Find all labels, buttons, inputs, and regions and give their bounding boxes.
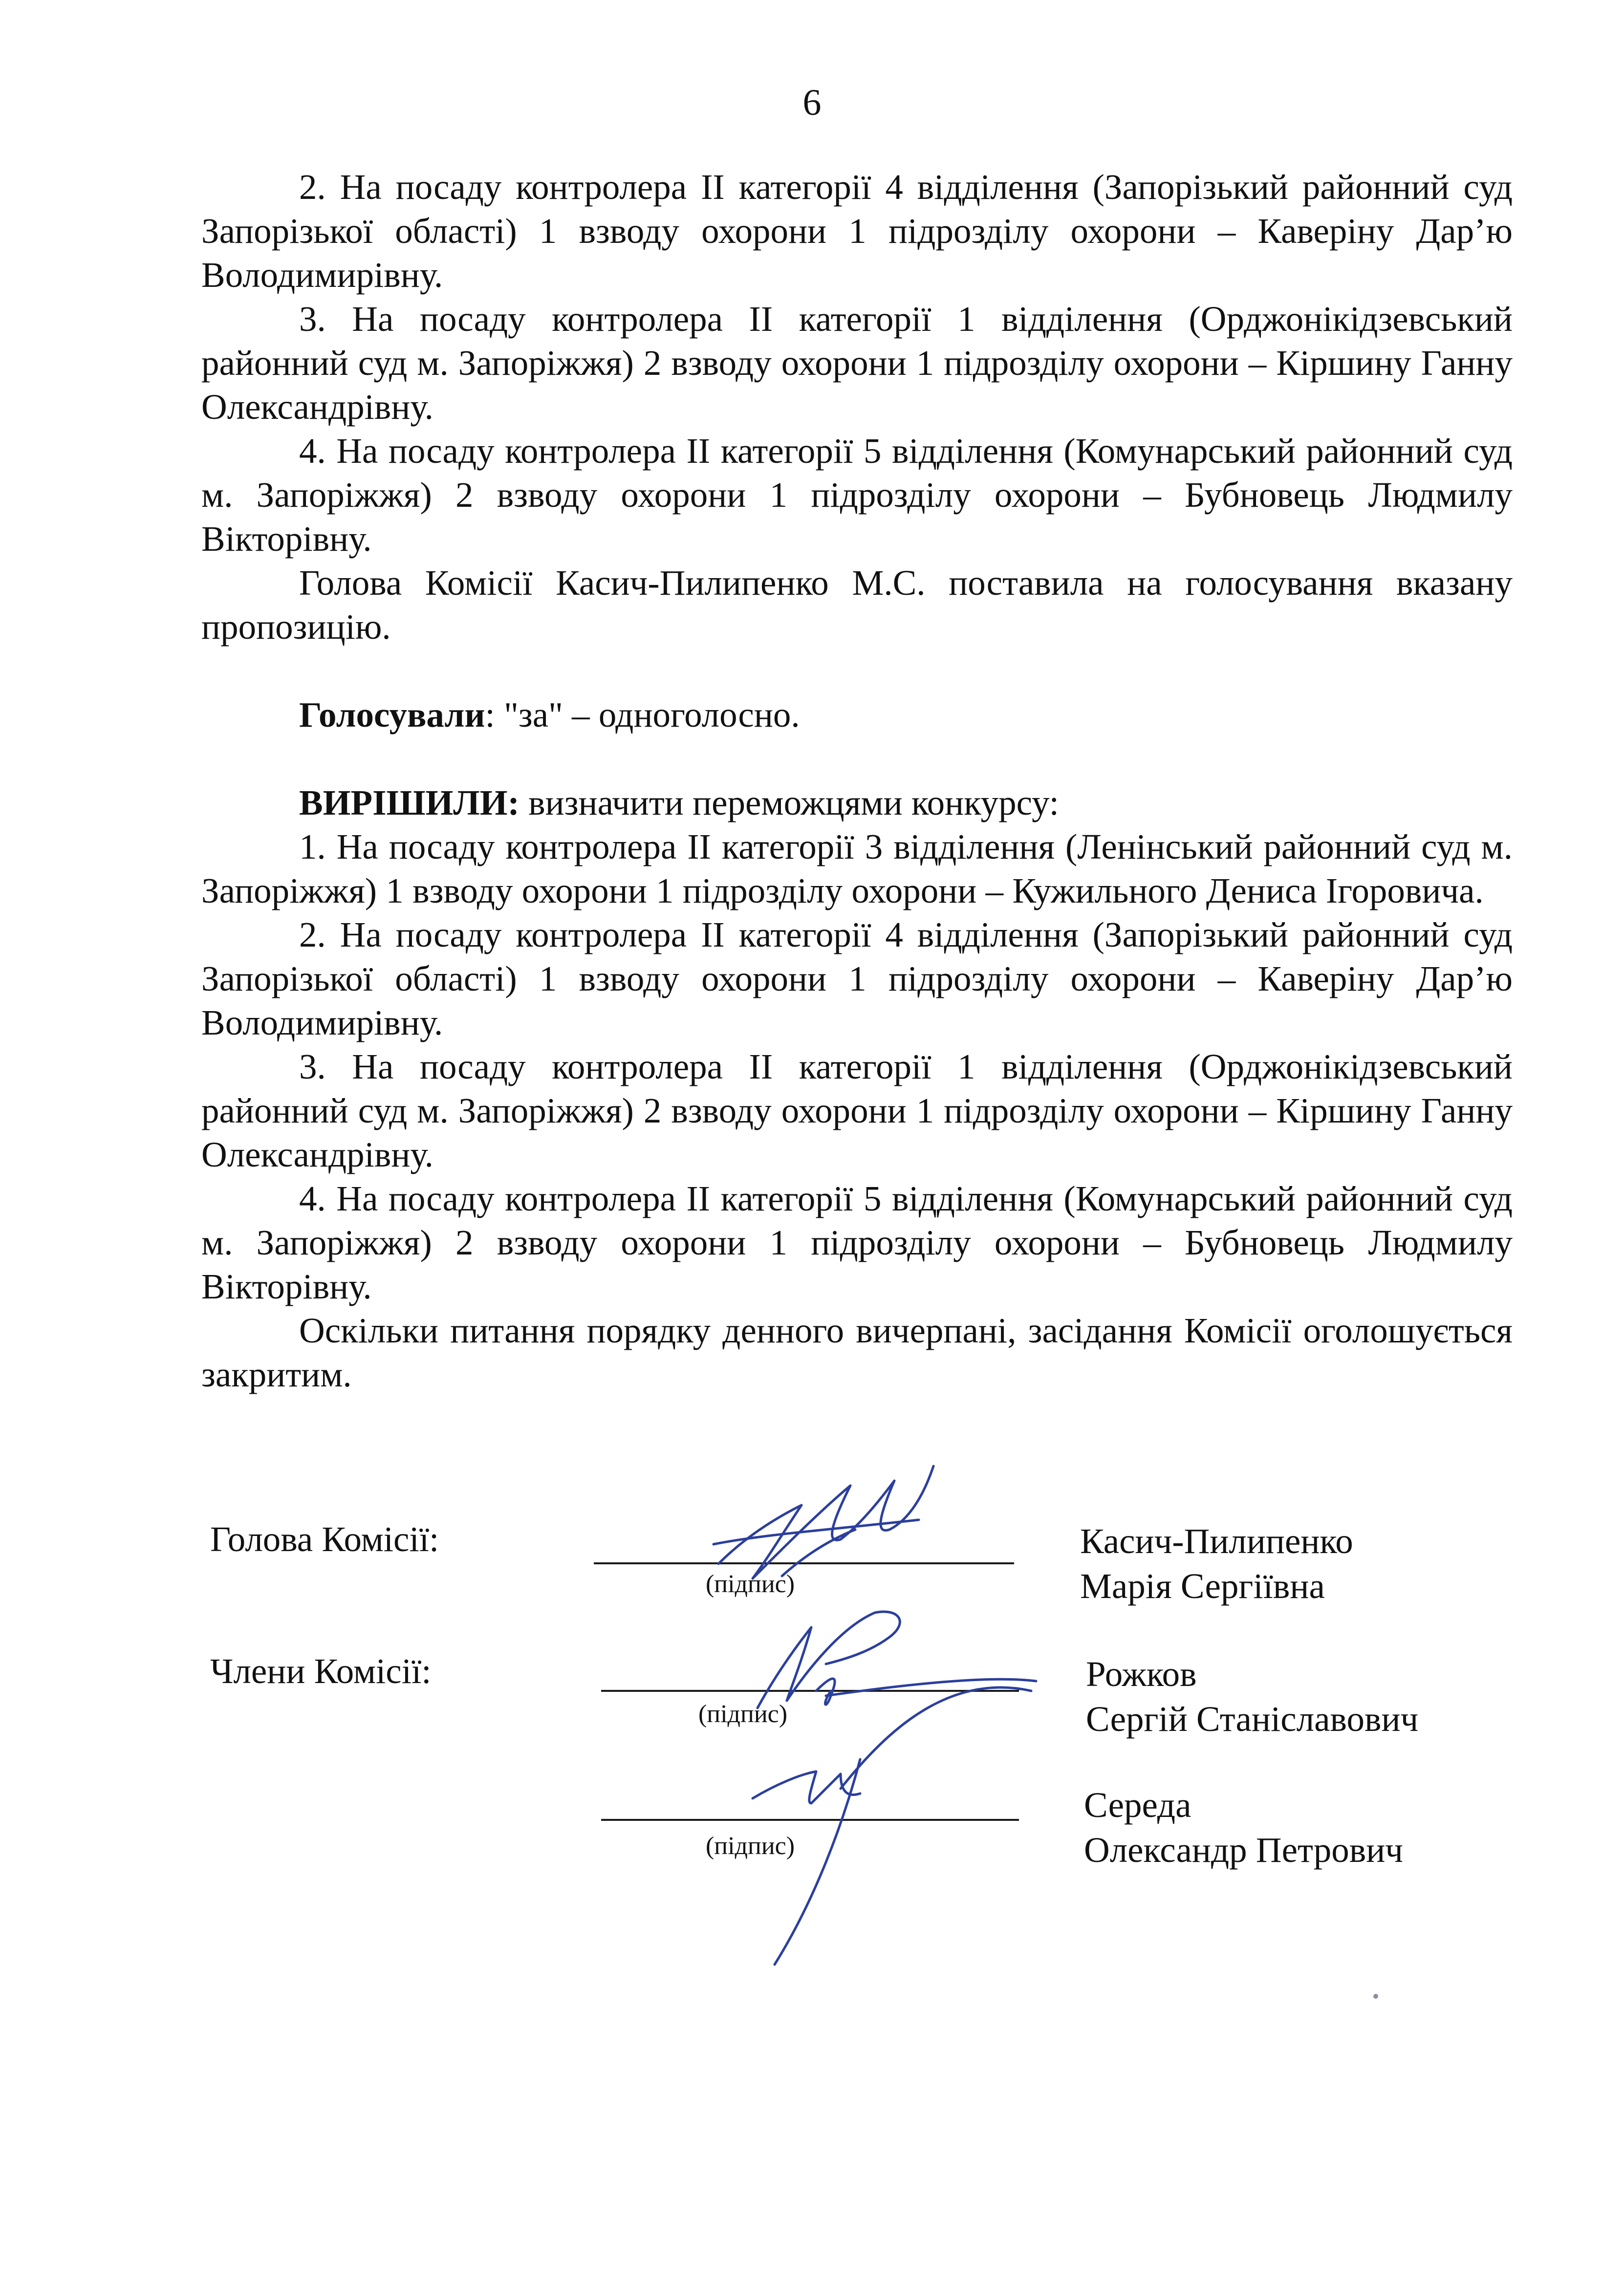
members-label: Члени Комісії: bbox=[210, 1651, 432, 1691]
paragraph: 3. На посаду контролера ІІ категорії 1 відділення (Орджонікідзевський районний суд м. Запоріжжя) 2 взводу охорони 1 підрозділу охорони – Кіршину Ганну Олександрівну. bbox=[201, 1047, 1513, 1174]
chair-label: Голова Комісії: bbox=[210, 1519, 439, 1559]
chair-given-names: Марія Сергіївна bbox=[1080, 1566, 1325, 1606]
signature-caption: (підпис) bbox=[705, 1570, 795, 1598]
member1-signature bbox=[758, 1612, 1036, 1708]
vote-label: Голосували bbox=[299, 695, 485, 735]
member2-given-names: Олександр Петрович bbox=[1084, 1830, 1404, 1870]
paragraph: 4. На посаду контролера ІІ категорії 5 відділення (Комунарський районний суд м. Запоріжжя) 2 взводу охорони 1 підрозділу охорони – Бубновець Людмилу Вікторівну. bbox=[201, 431, 1513, 559]
paragraph: 1. На посаду контролера ІІ категорії 3 відділення (Ленінський районний суд м. Запоріжжя) 1 взводу охорони 1 підрозділу охорони – Кужильного Дениса Ігоровича. bbox=[201, 827, 1513, 910]
member2-surname: Середа bbox=[1084, 1785, 1191, 1825]
chair-surname: Касич-Пилипенко bbox=[1080, 1521, 1353, 1561]
paragraph: Голова Комісії Касич-Пилипенко М.С. поставила на голосування вказану пропозицію. bbox=[201, 563, 1513, 647]
decision-heading bbox=[201, 781, 1513, 825]
paragraph: 2. На посаду контролера ІІ категорії 4 відділення (Запорізький районний суд Запорізької області) 1 взводу охорони 1 підрозділу охорони – Каверіну Дар’ю Володимирівну. bbox=[201, 915, 1513, 1042]
page-number: 6 bbox=[802, 82, 822, 123]
closing-paragraph: Оскільки питання порядку денного вичерпані, засідання Комісії оголошується закритим. bbox=[201, 1311, 1513, 1394]
decision-text: визначити переможцями конкурсу: bbox=[519, 783, 1059, 822]
signature-line bbox=[594, 1562, 1014, 1564]
decision-label: ВИРІШИЛИ: bbox=[299, 783, 520, 822]
paragraph: 4. На посаду контролера ІІ категорії 5 відділення (Комунарський районний суд м. Запоріжжя) 2 взводу охорони 1 підрозділу охорони – Бубновець Людмилу Вікторівну. bbox=[201, 1179, 1513, 1306]
signature-line bbox=[601, 1819, 1019, 1821]
chair-signature bbox=[714, 1466, 933, 1578]
member1-surname: Рожков bbox=[1086, 1654, 1197, 1694]
protocol-body bbox=[201, 165, 1513, 1397]
signature-caption: (підпис) bbox=[705, 1832, 795, 1860]
vote-text: : "за" – одноголосно. bbox=[485, 695, 800, 735]
scan-speck bbox=[1373, 1994, 1378, 1999]
member2-signature bbox=[753, 1687, 1031, 1965]
signature-caption: (підпис) bbox=[698, 1700, 788, 1728]
paragraph: 2. На посаду контролера ІІ категорії 4 відділення (Запорізький районний суд Запорізької області) 1 взводу охорони 1 підрозділу охорони – Каверіну Дар’ю Володимирівну. bbox=[201, 167, 1513, 295]
member1-name bbox=[1086, 1652, 1418, 1742]
member2-name bbox=[1084, 1783, 1403, 1873]
chair-name bbox=[1080, 1519, 1353, 1609]
vote-result bbox=[201, 693, 1513, 737]
paragraph: 3. На посаду контролера ІІ категорії 1 відділення (Орджонікідзевський районний суд м. Запоріжжя) 2 взводу охорони 1 підрозділу охорони – Кіршину Ганну Олександрівну. bbox=[201, 299, 1513, 427]
signature-line bbox=[601, 1690, 1019, 1692]
member1-given-names: Сергій Станіславович bbox=[1086, 1699, 1419, 1739]
